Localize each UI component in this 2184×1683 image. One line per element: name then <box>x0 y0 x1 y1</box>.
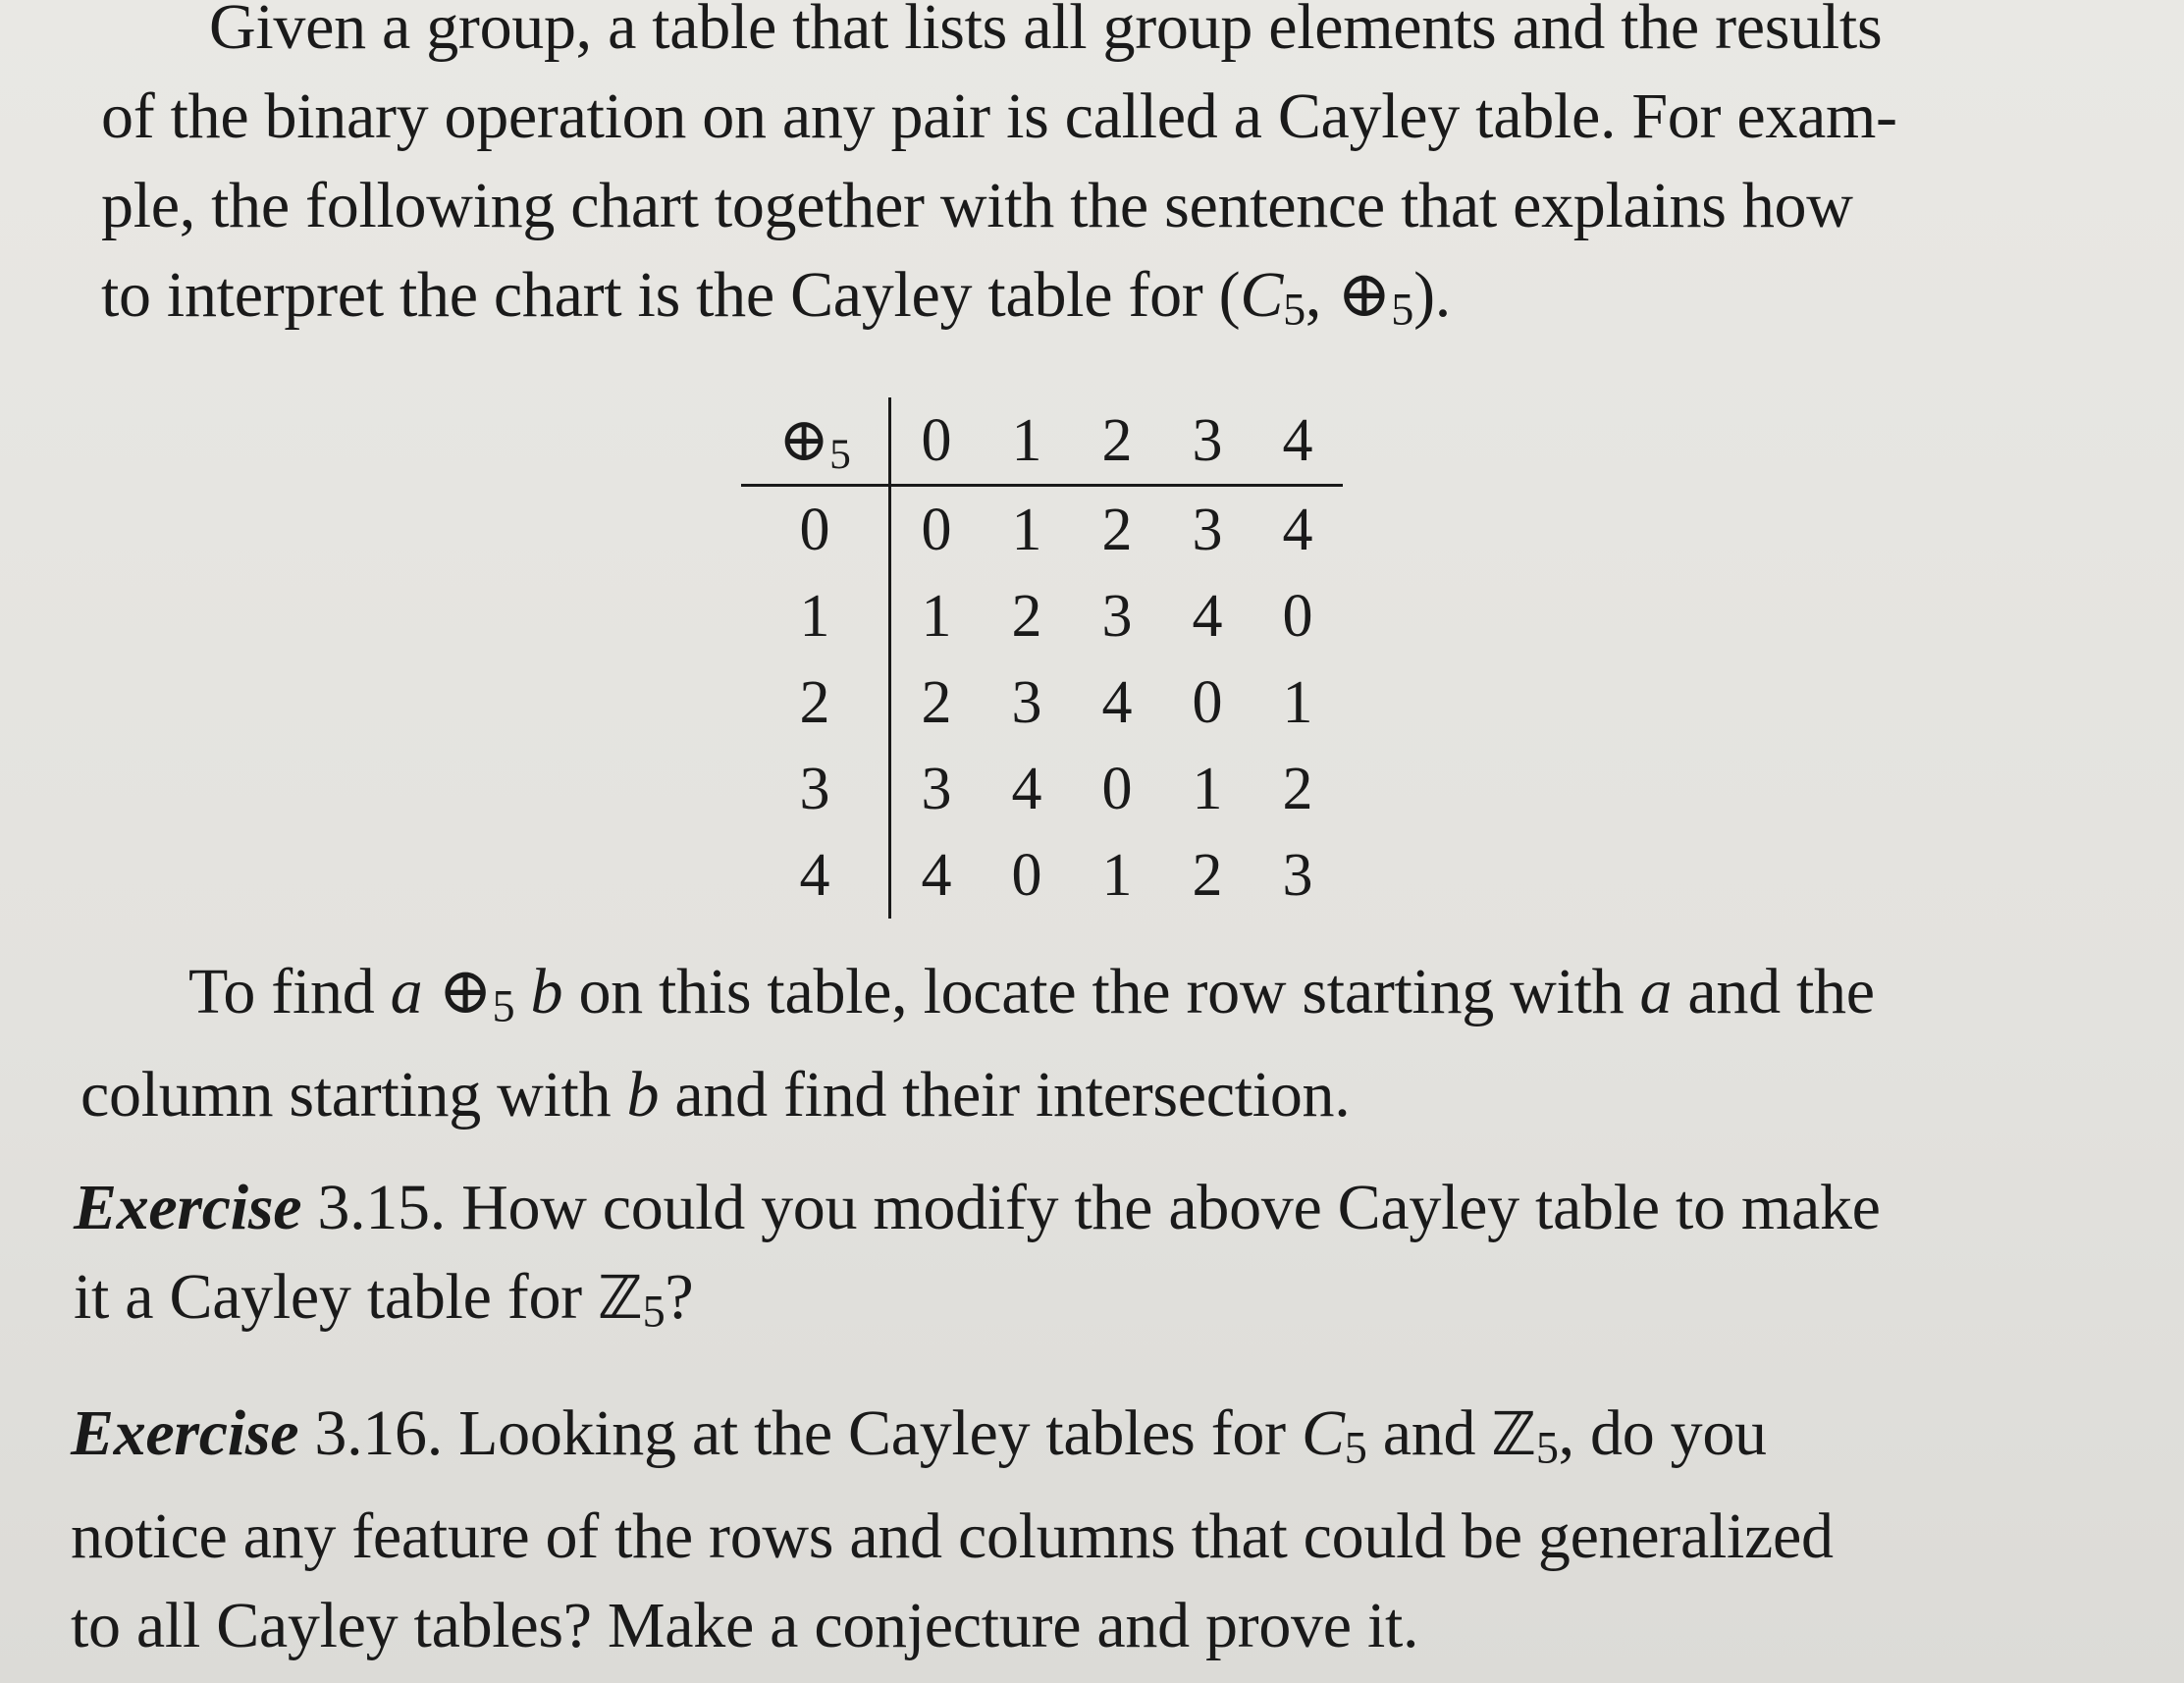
cayley-row-header: 4 <box>741 832 890 919</box>
explain-paragraph <box>80 947 2034 1139</box>
cayley-row-header: 1 <box>741 573 890 659</box>
cayley-cell: 3 <box>1011 668 1042 736</box>
exercise-3-16-line-3: to all Cayley tables? Make a conjecture and prove it. <box>71 1590 1419 1662</box>
intro-line-1: Given a group, a table that lists all group elements and the results <box>209 0 1883 63</box>
cayley-col-header: 4 <box>1252 397 1343 486</box>
cayley-cell: 3 <box>1282 841 1313 909</box>
cayley-cell: 0 <box>1282 582 1313 650</box>
cayley-row <box>741 573 1343 659</box>
cayley-row-header: 3 <box>741 746 890 832</box>
cayley-cell: 4 <box>1101 668 1133 736</box>
cayley-col-header: 3 <box>1162 397 1252 486</box>
cayley-cell: 1 <box>1011 496 1042 563</box>
cayley-cell: 3 <box>1192 496 1223 563</box>
cayley-cell: 4 <box>921 841 952 909</box>
cayley-cell: 1 <box>1101 841 1133 909</box>
cayley-col-header: 0 <box>890 397 983 486</box>
cayley-row <box>741 659 1343 746</box>
cayley-row-header: 0 <box>741 486 890 574</box>
cayley-cell: 0 <box>1192 668 1223 736</box>
exercise-3-16-line-1: Exercise 3.16. Looking at the Cayley tables for C5 and ℤ5, do you <box>71 1397 1767 1473</box>
cayley-cell: 1 <box>1282 668 1313 736</box>
exercise-3-16-line-2: notice any feature of the rows and columns that could be generalized <box>71 1500 1834 1573</box>
cayley-cell: 2 <box>1101 496 1133 563</box>
exercise-label: Exercise <box>74 1172 302 1243</box>
cayley-col-header: 1 <box>982 397 1072 486</box>
intro-paragraph <box>101 0 2025 353</box>
explain-line-2: column starting with b and find their intersection. <box>80 1059 1351 1131</box>
cayley-row-header: 2 <box>741 659 890 746</box>
oplus-symbol: ⊕ <box>1337 259 1392 331</box>
cayley-cell: 2 <box>1011 582 1042 650</box>
cayley-cell: 3 <box>1101 582 1133 650</box>
cayley-cell: 2 <box>921 668 952 736</box>
intro-line-2: of the binary operation on any pair is called a Cayley table. For exam- <box>101 80 1897 152</box>
cayley-row <box>741 832 1343 919</box>
cayley-corner: ⊕5 <box>741 397 890 486</box>
exercise-number: 3.16. <box>314 1397 443 1469</box>
explain-line-1: To find a ⊕5 b on this table, locate the row starting with a and the <box>188 956 1875 1031</box>
cayley-row <box>741 746 1343 832</box>
exercise-number: 3.15. <box>317 1172 446 1243</box>
cayley-cell: 1 <box>1192 755 1223 822</box>
cayley-cell: 4 <box>1282 496 1313 563</box>
cayley-cell: 4 <box>1011 755 1042 822</box>
exercise-3-15-line-2: it a Cayley table for ℤ5? <box>74 1261 694 1337</box>
cayley-cell: 1 <box>921 582 952 650</box>
cayley-cell: 0 <box>921 496 952 563</box>
cayley-header-row <box>741 397 1343 486</box>
cayley-cell: 0 <box>1011 841 1042 909</box>
intro-line-3: ple, the following chart together with the sentence that explains how <box>101 170 1853 241</box>
cayley-cell: 3 <box>921 755 952 822</box>
cayley-cell: 2 <box>1282 755 1313 822</box>
group-symbol: C <box>1240 259 1284 331</box>
exercise-3-15-line-1: Exercise 3.15. How could you modify the above Cayley table to make <box>74 1172 1881 1243</box>
cayley-table <box>741 397 1343 919</box>
cayley-cell: 2 <box>1192 841 1223 909</box>
exercise-3-15 <box>74 1163 2047 1355</box>
cayley-cell: 4 <box>1192 582 1223 650</box>
cayley-cell: 0 <box>1101 755 1133 822</box>
cayley-row <box>741 486 1343 574</box>
exercise-3-16 <box>71 1389 2073 1670</box>
cayley-col-header: 2 <box>1072 397 1162 486</box>
intro-line-4: to interpret the chart is the Cayley table for (C5, ⊕5). <box>101 259 1451 335</box>
exercise-label: Exercise <box>71 1397 299 1469</box>
